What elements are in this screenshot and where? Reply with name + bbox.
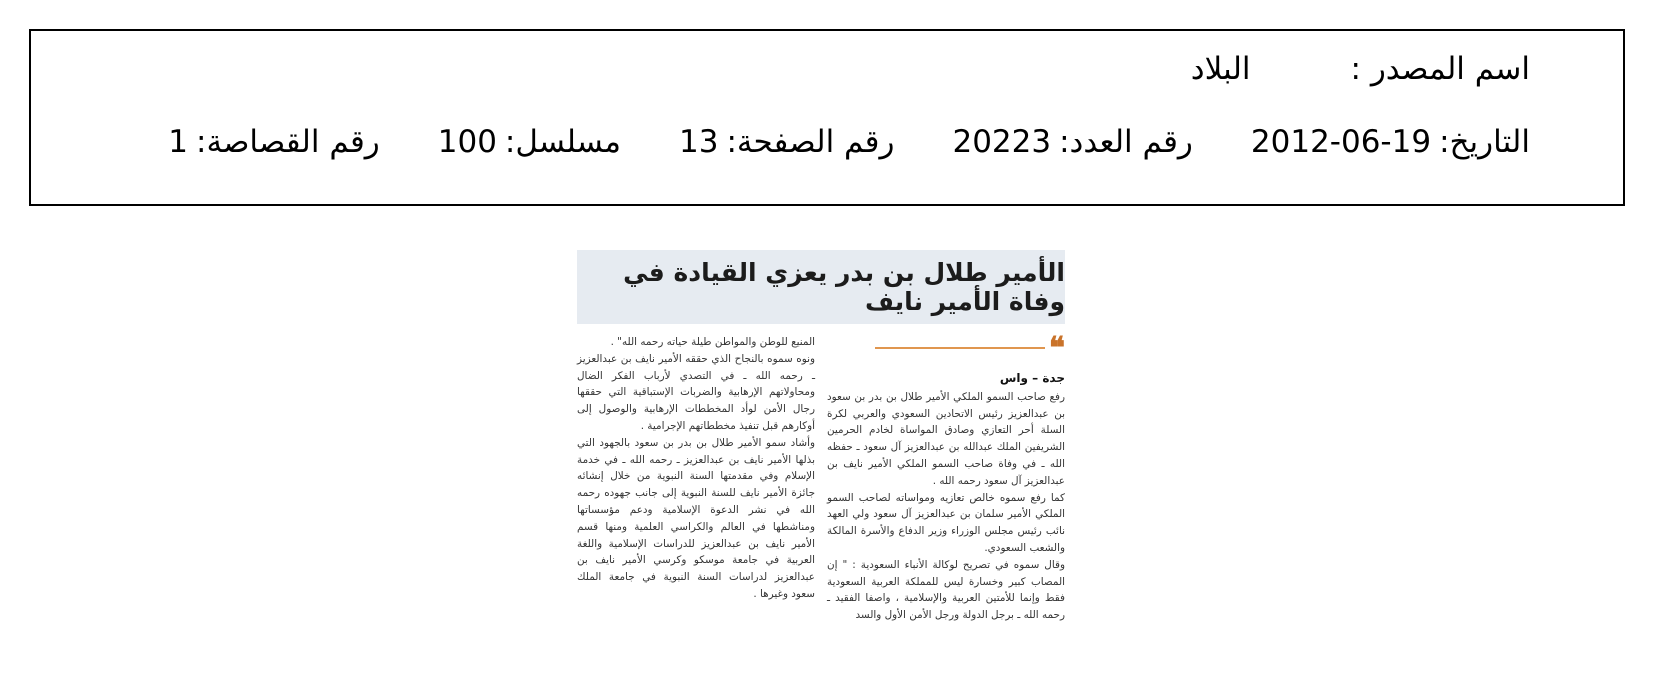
metadata-box <box>29 29 1625 206</box>
date-label: التاريخ: <box>1439 124 1530 160</box>
page-label: رقم الصفحة: <box>726 124 895 160</box>
source-value: البلاد <box>1190 51 1251 87</box>
newspaper-clipping <box>577 250 1065 650</box>
serial-field <box>438 124 621 160</box>
quote-icon: ❝ <box>1048 331 1065 366</box>
clip-label: رقم القصاصة: <box>196 124 380 160</box>
paragraph: ونوه سموه بالنجاح الذي حققه الأمير نايف بن عبدالعزيز ـ رحمه الله ـ في التصدي لأرباب الفكر الضال ومحاولاتهم الإرهابية والضربات الإستباقية التي حققها رجال الأمن لوأد المخططات الإرهابية والوصول إلى أوكارهم قبل تنفيذ مخططاتهم الإجرامية . <box>577 352 815 432</box>
issue-field <box>952 124 1192 160</box>
article-dateline: جدة – واس <box>999 371 1065 385</box>
paragraph: رفع صاحب السمو الملكي الأمير طلال بن بدر بن سعود بن عبدالعزيز رئيس الاتحادين السعودي والعربي لكرة السلة أحر التعازي وصادق المواساة لخادم الحرمين الشريفين الملك عبدالله بن عبدالعزيز آل سعود ـ حفظه الله ـ في وفاة صاحب السمو الملكي الأمير نايف بن عبدالعزيز آل سعود رحمه الله . <box>827 390 1065 487</box>
issue-value: 20223 <box>952 124 1052 160</box>
page-value: 13 <box>679 124 719 160</box>
source-row <box>1191 51 1530 87</box>
clip-value: 1 <box>168 124 189 160</box>
paragraph: وقال سموه في تصريح لوكالة الأنباء السعودية : " إن المصاب كبير وخسارة ليس للمملكة العربية السعودية فقط وإنما للأمتين العربية والإسلامية ، واصفا الفقيد ـ رحمه الله ـ برجل الدولة ورجل الأمن الأول والسد <box>827 558 1065 622</box>
paragraph: كما رفع سموه خالص تعازيه ومواساته لصاحب السمو الملكي الأمير سلمان بن عبدالعزيز آل سعود ولي العهد نائب رئيس مجلس الوزراء وزير الدفاع والأسرة المالكة والشعب السعودي. <box>827 491 1065 554</box>
accent-divider <box>875 347 1045 349</box>
article-column-right <box>827 370 1065 624</box>
serial-value: 100 <box>437 124 497 160</box>
details-row <box>168 124 1530 160</box>
issue-label: رقم العدد: <box>1059 124 1193 160</box>
paragraph: المنيع للوطن والمواطن طيلة حياته رحمه الله" . <box>610 336 815 348</box>
paragraph: وأشاد سمو الأمير طلال بن بدر بن سعود بالجهود التي بذلها الأمير نايف بن عبدالعزيز ـ رحمه الله ـ في خدمة الإسلام وفي مقدمتها السنة النبوية من خلال إنشائه جائزة الأمير نايف للسنة النبوية إلى جانب جهوده رحمه الله في نشر الدعوة الإسلامية ودعم مؤسساتها ومناشطها في العالم والكراسي العلمية ومنها قسم الأمير نايف بن عبدالعزيز للدراسات الإسلامية واللغة العربية في جامعة موسكو وكرسي الأمير نايف بن عبدالعزيز لدراسات السنة النبوية في جامعة الملك سعود وغيرها . <box>577 436 815 600</box>
article-column-left <box>577 334 815 603</box>
source-label: اسم المصدر : <box>1350 51 1530 87</box>
article-headline: الأمير طلال بن بدر يعزي القيادة في وفاة الأمير نايف <box>577 250 1065 324</box>
date-value: 2012-06-19 <box>1250 124 1432 160</box>
date-field <box>1251 124 1530 160</box>
page-field <box>679 124 894 160</box>
clip-field <box>168 124 379 160</box>
serial-label: مسلسل: <box>504 124 622 160</box>
